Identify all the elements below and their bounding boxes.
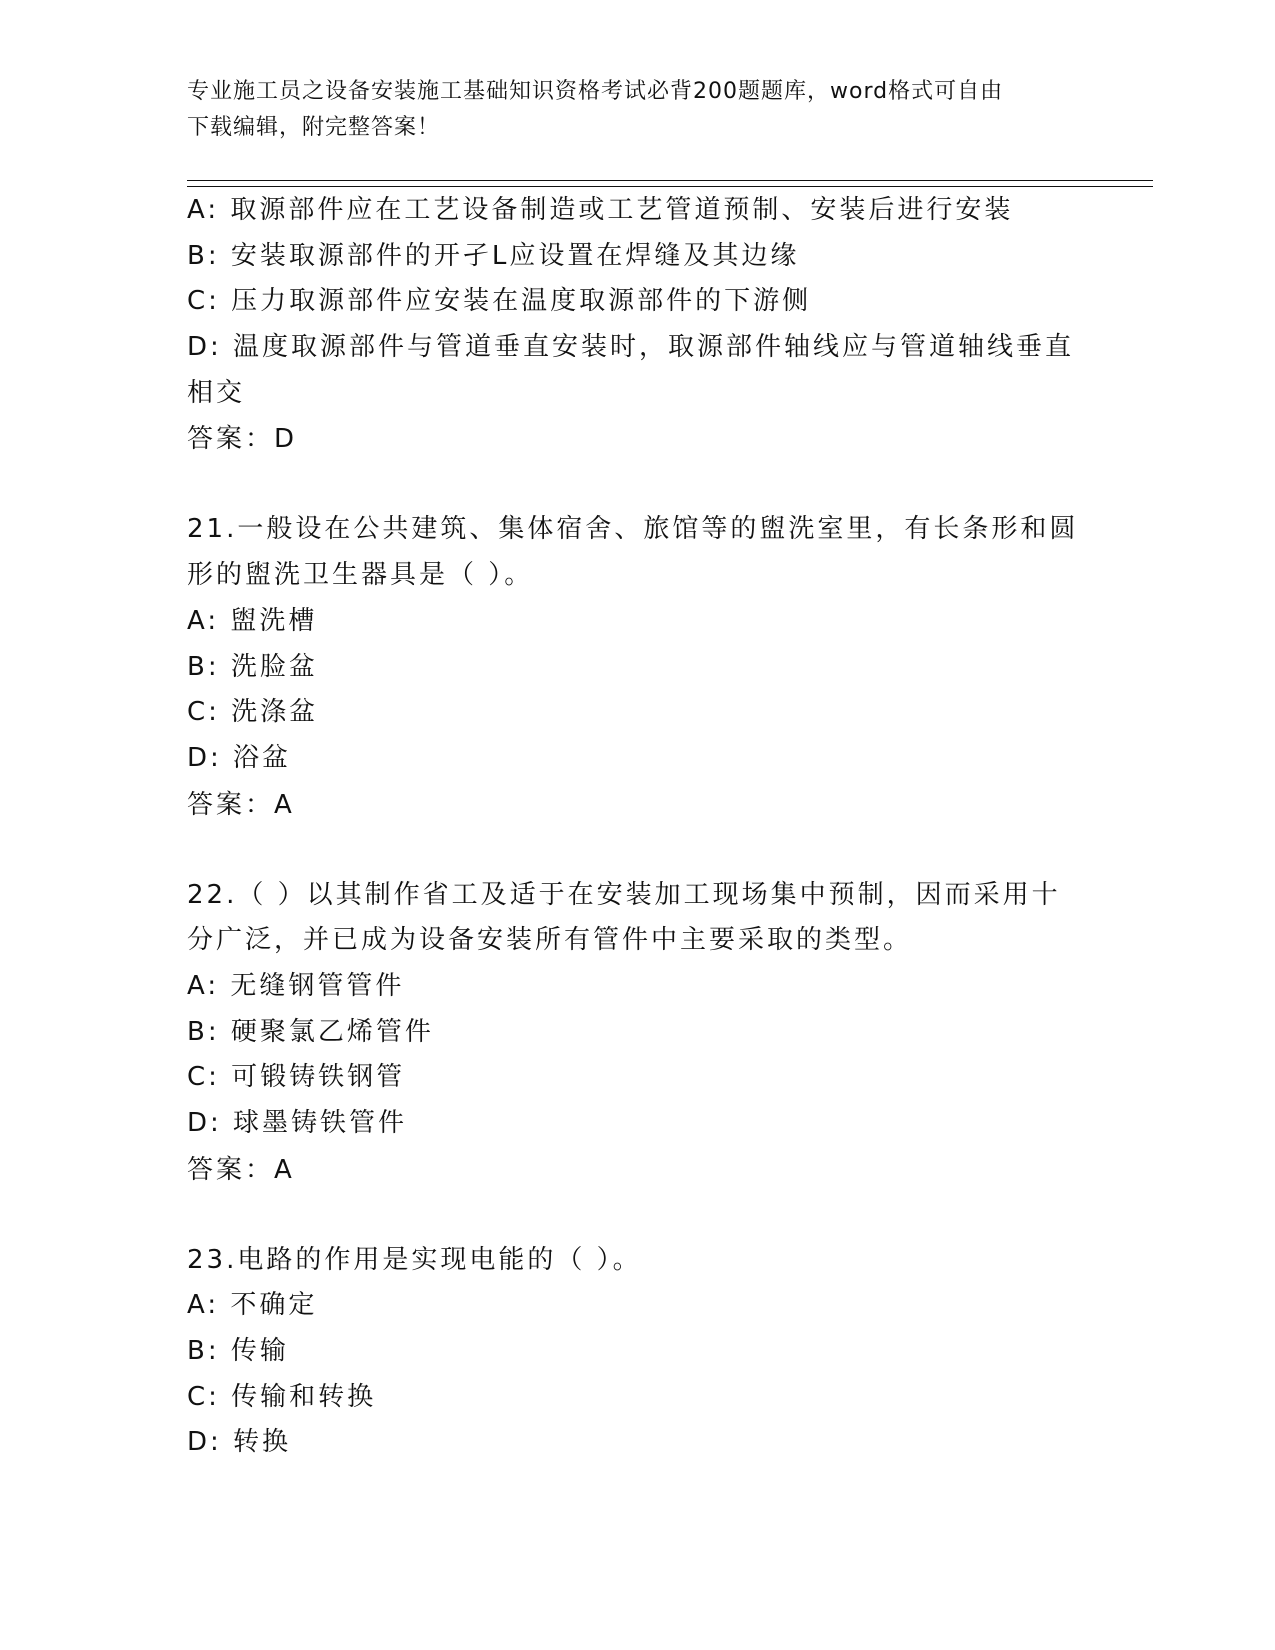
question-list [187,188,1087,1466]
option-c: C: 传输和转换 [187,1381,377,1412]
option-a: A: 不确定 [187,1290,318,1321]
question-stem-continued: 分广泛，并已成为设备安装所有管件中主要采取的类型。 [187,925,913,956]
option-c: C: 洗涤盆 [187,697,319,728]
option-d-continued: 相交 [187,377,246,408]
header-divider-top [187,180,1153,181]
question-23 [187,1238,1087,1466]
option-d: D: 温度取源部件与管道垂直安装时，取源部件轴线应与管道轴线垂直 [187,332,1075,363]
header-line-2: 下载编辑，附完整答案！ [187,115,441,140]
option-d: D: 转换 [187,1427,292,1458]
question-stem: 22.（ ）以其制作省工及适于在安装加工现场集中预制，因而采用十 [187,879,1061,910]
option-d: D: 浴盆 [187,742,292,773]
option-a: A: 无缝钢管管件 [187,970,405,1001]
header-line-1: 专业施工员之设备安装施工基础知识资格考试必背200题题库，word格式可自由 [187,79,1004,104]
option-a: A: 盥洗槽 [187,605,318,636]
spacer [187,1193,1087,1238]
document-header [187,74,1087,146]
header-divider-bottom [187,186,1153,187]
question-stem: 23.电路的作用是实现电能的（ ）。 [187,1244,642,1275]
option-c: C: 压力取源部件应安装在温度取源部件的下游侧 [187,286,812,317]
spacer [187,462,1087,507]
question-stem-continued: 形的盥洗卫生器具是（ ）。 [187,560,534,591]
option-d: D: 球墨铸铁管件 [187,1108,408,1138]
question-20-tail [187,188,1087,462]
answer: 答案：D [187,424,298,455]
option-b: B: 硬聚氯乙烯管件 [187,1016,434,1047]
option-b: B: 传输 [187,1336,289,1367]
question-21 [187,507,1087,827]
option-a: A: 取源部件应在工艺设备制造或工艺管道预制、安装后进行安装 [187,195,1014,225]
spacer [187,828,1087,873]
option-b: B: 安装取源部件的开孑L应设置在焊缝及其边缘 [187,240,800,271]
answer: 答案：A [187,789,295,820]
question-stem: 21.一般设在公共建筑、集体宿舍、旅馆等的盥洗室里，有长条形和圆 [187,514,1079,545]
answer: 答案：A [187,1154,295,1185]
option-c: C: 可锻铸铁钢管 [187,1062,406,1093]
question-22 [187,873,1087,1193]
option-b: B: 洗脸盆 [187,651,318,682]
